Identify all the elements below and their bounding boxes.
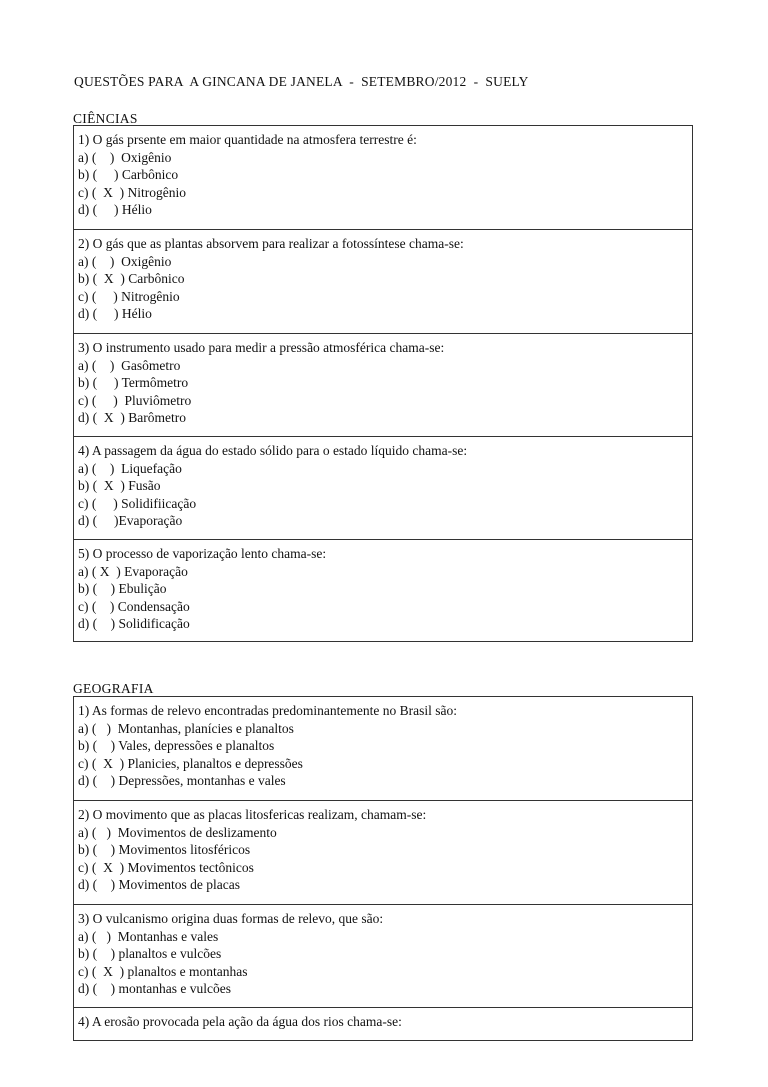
answer-option: d) ( ) Movimentos de placas (78, 877, 240, 893)
answer-option: c) ( X ) Movimentos tectônicos (78, 859, 254, 875)
question-cell (74, 126, 692, 230)
question-text: 3) O vulcanismo origina duas formas de relevo, que são: (78, 911, 384, 926)
question-text: 2) O movimento que as placas litosfericas realizam, chamam-se: (78, 807, 427, 822)
answer-option: d) ( ) Hélio (78, 202, 152, 218)
question-text: 3) O instrumento usado para medir a pressão atmosférica chama-se: (78, 340, 445, 355)
answer-option: c) ( X ) Planicies, planaltos e depressões (78, 755, 303, 771)
question-text: 5) O processo de vaporização lento chama-se: (78, 546, 327, 561)
question-cell (74, 905, 692, 1008)
answer-option: a) ( ) Liquefação (78, 460, 182, 476)
answer-option: d) ( X ) Barômetro (78, 410, 186, 426)
question-cell (74, 1008, 692, 1040)
ciencias-questions-table (73, 125, 693, 642)
question-text: 1) O gás prsente em maior quantidade na atmosfera terrestre é: (78, 132, 417, 147)
question-cell (74, 697, 692, 801)
question-text: 1) As formas de relevo encontradas predominantemente no Brasil são: (78, 703, 458, 718)
answer-option: d) ( ) Solidificação (78, 616, 190, 632)
answer-option: c) ( ) Condensação (78, 598, 190, 614)
answer-option: a) ( X ) Evaporação (78, 563, 188, 579)
answer-option: b) ( X ) Fusão (78, 478, 161, 494)
answer-option: a) ( ) Montanhas, planícies e planaltos (78, 720, 294, 736)
answer-option: d) ( ) montanhas e vulcões (78, 981, 231, 997)
answer-option: b) ( X ) Carbônico (78, 271, 185, 287)
answer-option: c) ( ) Solidifiicação (78, 495, 197, 511)
section-heading-geografia: GEOGRAFIA (73, 681, 154, 696)
question-cell (74, 334, 692, 437)
question-text: 4) A passagem da água do estado sólido para o estado líquido chama-se: (78, 443, 468, 458)
answer-option: b) ( ) Movimentos litosféricos (78, 842, 251, 858)
geografia-questions-table (73, 696, 693, 1041)
answer-option: b) ( ) Ebulição (78, 581, 167, 597)
answer-option: a) ( ) Oxigênio (78, 149, 172, 165)
answer-option: a) ( ) Movimentos de deslizamento (78, 824, 277, 840)
answer-option: d) ( ) Depressões, montanhas e vales (78, 773, 286, 789)
answer-option: c) ( X ) planaltos e montanhas (78, 963, 248, 979)
answer-option: b) ( ) Termômetro (78, 375, 189, 391)
answer-option: c) ( ) Nitrogênio (78, 288, 180, 304)
answer-option: a) ( ) Gasômetro (78, 357, 181, 373)
answer-option: b) ( ) planaltos e vulcões (78, 946, 222, 962)
answer-option: b) ( ) Carbônico (78, 167, 179, 183)
question-text: 4) A erosão provocada pela ação da água dos rios chama-se: (78, 1014, 402, 1029)
answer-option: d) ( )Evaporação (78, 513, 183, 529)
answer-option: c) ( X ) Nitrogênio (78, 184, 186, 200)
question-cell (74, 801, 692, 905)
question-cell (74, 230, 692, 334)
answer-option: a) ( ) Montanhas e vales (78, 928, 219, 944)
section-heading-ciencias: CIÊNCIAS (73, 111, 138, 126)
answer-option: c) ( ) Pluviômetro (78, 392, 192, 408)
answer-option: d) ( ) Hélio (78, 306, 152, 322)
page-title: QUESTÕES PARA A GINCANA DE JANELA - SETEMBRO/2012 - SUELY (74, 74, 529, 89)
question-cell (74, 437, 692, 540)
question-text: 2) O gás que as plantas absorvem para realizar a fotossíntese chama-se: (78, 236, 464, 251)
answer-option: a) ( ) Oxigênio (78, 253, 172, 269)
answer-option: b) ( ) Vales, depressões e planaltos (78, 738, 275, 754)
question-cell (74, 540, 692, 641)
